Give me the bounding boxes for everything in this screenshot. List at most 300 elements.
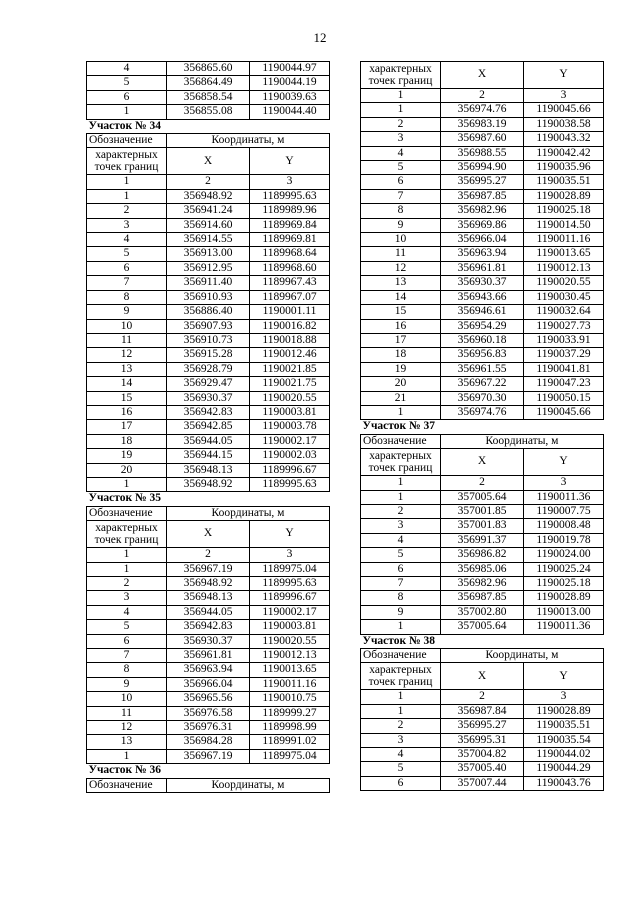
coord-y: 1189967.07 bbox=[250, 290, 330, 304]
point-number: 20 bbox=[87, 463, 167, 477]
coord-x: 356942.83 bbox=[167, 405, 250, 419]
coord-x: 357005.40 bbox=[441, 762, 524, 776]
coord-y: 1190016.82 bbox=[250, 319, 330, 333]
coord-y: 1190012.13 bbox=[250, 649, 330, 663]
coord-y: 1190033.91 bbox=[524, 333, 604, 347]
header-num: 2 bbox=[167, 175, 250, 189]
section-title: Участок № 35 bbox=[87, 492, 330, 506]
coord-y: 1189975.04 bbox=[250, 749, 330, 763]
point-number: 6 bbox=[87, 90, 167, 104]
point-number: 12 bbox=[361, 261, 441, 275]
coord-x: 356948.92 bbox=[167, 477, 250, 491]
rows-section-35 bbox=[87, 562, 330, 764]
point-number: 1 bbox=[87, 477, 167, 491]
coord-x: 356948.92 bbox=[167, 189, 250, 203]
point-number: 4 bbox=[361, 146, 441, 160]
coord-x: 356995.31 bbox=[441, 733, 524, 747]
coord-y: 1190035.51 bbox=[524, 719, 604, 733]
table-row bbox=[87, 420, 330, 434]
coord-y: 1190011.36 bbox=[524, 620, 604, 634]
point-number: 15 bbox=[87, 391, 167, 405]
header-y: Y bbox=[524, 663, 604, 690]
header-label: характерных точек границ bbox=[361, 449, 441, 476]
point-number: 2 bbox=[361, 117, 441, 131]
section-35 bbox=[87, 492, 330, 562]
coord-y: 1189991.02 bbox=[250, 735, 330, 749]
coord-y: 1189996.67 bbox=[250, 463, 330, 477]
coord-y: 1190039.63 bbox=[250, 90, 330, 104]
table-row bbox=[87, 305, 330, 319]
table-row bbox=[361, 319, 604, 333]
coord-x: 356976.31 bbox=[167, 721, 250, 735]
coord-x: 356930.37 bbox=[167, 634, 250, 648]
table-row bbox=[87, 477, 330, 491]
coord-x: 356976.58 bbox=[167, 706, 250, 720]
coord-y: 1189995.63 bbox=[250, 477, 330, 491]
table-row bbox=[361, 519, 604, 533]
table-row bbox=[87, 204, 330, 218]
table-row bbox=[87, 62, 330, 76]
coord-y: 1190044.02 bbox=[524, 748, 604, 762]
coord-x: 356858.54 bbox=[167, 90, 250, 104]
section-38 bbox=[361, 634, 604, 704]
table-row bbox=[87, 677, 330, 691]
table-row bbox=[361, 620, 604, 634]
header-y: Y bbox=[524, 449, 604, 476]
coordinates-table-left bbox=[86, 61, 330, 793]
coord-y: 1190035.96 bbox=[524, 161, 604, 175]
coord-x: 356967.22 bbox=[441, 377, 524, 391]
coord-x: 356948.92 bbox=[167, 577, 250, 591]
coord-x: 356961.81 bbox=[167, 649, 250, 663]
point-number: 7 bbox=[87, 649, 167, 663]
table-row bbox=[87, 76, 330, 90]
header-coords: Координаты, м bbox=[167, 778, 330, 792]
coord-y: 1190014.50 bbox=[524, 218, 604, 232]
coord-y: 1190001.11 bbox=[250, 305, 330, 319]
coord-y: 1190002.03 bbox=[250, 449, 330, 463]
table-row bbox=[361, 591, 604, 605]
header-coords: Координаты, м bbox=[167, 506, 330, 520]
point-number: 11 bbox=[87, 333, 167, 347]
table-row bbox=[361, 146, 604, 160]
coord-y: 1190008.48 bbox=[524, 519, 604, 533]
coord-y: 1190045.66 bbox=[524, 103, 604, 117]
page-number: 12 bbox=[313, 30, 327, 45]
point-number: 13 bbox=[361, 276, 441, 290]
coord-x: 356994.90 bbox=[441, 161, 524, 175]
point-number: 13 bbox=[87, 735, 167, 749]
coord-x: 356970.30 bbox=[441, 391, 524, 405]
point-number: 8 bbox=[361, 204, 441, 218]
coord-x: 356987.60 bbox=[441, 132, 524, 146]
table-row bbox=[87, 377, 330, 391]
table-row bbox=[87, 391, 330, 405]
right-column bbox=[360, 61, 603, 791]
table-row bbox=[87, 749, 330, 763]
point-number: 2 bbox=[87, 577, 167, 591]
coord-y: 1190013.65 bbox=[524, 247, 604, 261]
header-num: 3 bbox=[250, 175, 330, 189]
coord-y: 1189975.04 bbox=[250, 562, 330, 576]
table-row bbox=[87, 577, 330, 591]
coord-y: 1189998.99 bbox=[250, 721, 330, 735]
coord-x: 356914.60 bbox=[167, 218, 250, 232]
coord-y: 1190041.81 bbox=[524, 362, 604, 376]
coord-y: 1190028.89 bbox=[524, 704, 604, 718]
table-row bbox=[87, 449, 330, 463]
coord-x: 356985.06 bbox=[441, 562, 524, 576]
coord-x: 356983.19 bbox=[441, 117, 524, 131]
coord-y: 1190042.42 bbox=[524, 146, 604, 160]
point-number: 6 bbox=[361, 776, 441, 790]
header-num: 3 bbox=[524, 476, 604, 490]
point-number: 17 bbox=[87, 420, 167, 434]
coord-y: 1190013.65 bbox=[250, 663, 330, 677]
coord-y: 1190043.76 bbox=[524, 776, 604, 790]
coord-x: 356987.85 bbox=[441, 591, 524, 605]
point-number: 7 bbox=[361, 577, 441, 591]
table-row bbox=[361, 548, 604, 562]
point-number: 10 bbox=[87, 319, 167, 333]
point-number: 19 bbox=[361, 362, 441, 376]
table-row bbox=[361, 391, 604, 405]
coord-x: 356911.40 bbox=[167, 276, 250, 290]
table-row bbox=[361, 762, 604, 776]
header-num: 3 bbox=[250, 548, 330, 562]
table-row bbox=[87, 634, 330, 648]
coord-x: 357007.44 bbox=[441, 776, 524, 790]
coord-x: 356974.76 bbox=[441, 405, 524, 419]
header-num: 1 bbox=[361, 476, 441, 490]
coord-x: 356984.28 bbox=[167, 735, 250, 749]
coord-y: 1190035.51 bbox=[524, 175, 604, 189]
header-num: 2 bbox=[441, 89, 524, 103]
coord-x: 356963.94 bbox=[167, 663, 250, 677]
point-number: 17 bbox=[361, 333, 441, 347]
coord-x: 356988.55 bbox=[441, 146, 524, 160]
table-row bbox=[361, 189, 604, 203]
coord-x: 357001.83 bbox=[441, 519, 524, 533]
point-number: 21 bbox=[361, 391, 441, 405]
coord-x: 356912.95 bbox=[167, 261, 250, 275]
coord-x: 356948.13 bbox=[167, 463, 250, 477]
coord-y: 1190002.17 bbox=[250, 434, 330, 448]
coord-x: 356944.15 bbox=[167, 449, 250, 463]
coord-x: 356928.79 bbox=[167, 362, 250, 376]
table-row bbox=[361, 362, 604, 376]
coord-y: 1190050.15 bbox=[524, 391, 604, 405]
table-row bbox=[361, 605, 604, 619]
header-x: X bbox=[167, 521, 250, 548]
continued-header bbox=[361, 62, 604, 103]
coord-x: 356969.86 bbox=[441, 218, 524, 232]
table-row bbox=[87, 276, 330, 290]
point-number: 10 bbox=[361, 233, 441, 247]
table-row bbox=[87, 290, 330, 304]
coord-y: 1189989.96 bbox=[250, 204, 330, 218]
table-row bbox=[361, 175, 604, 189]
point-number: 4 bbox=[87, 605, 167, 619]
point-number: 1 bbox=[361, 704, 441, 718]
coord-x: 356961.55 bbox=[441, 362, 524, 376]
point-number: 6 bbox=[361, 562, 441, 576]
coord-y: 1190021.75 bbox=[250, 377, 330, 391]
rows-section-37 bbox=[361, 490, 604, 634]
header-label: Обозначение bbox=[87, 134, 167, 148]
table-row bbox=[361, 405, 604, 419]
table-row bbox=[87, 649, 330, 663]
coord-y: 1190028.89 bbox=[524, 591, 604, 605]
coord-x: 356942.83 bbox=[167, 620, 250, 634]
table-row bbox=[361, 719, 604, 733]
coord-y: 1190024.00 bbox=[524, 548, 604, 562]
table-row bbox=[361, 490, 604, 504]
point-number: 4 bbox=[361, 533, 441, 547]
rows-section-38 bbox=[361, 704, 604, 790]
table-row bbox=[87, 663, 330, 677]
coord-y: 1190012.13 bbox=[524, 261, 604, 275]
coord-y: 1190038.58 bbox=[524, 117, 604, 131]
coord-y: 1190018.88 bbox=[250, 333, 330, 347]
table-row bbox=[87, 247, 330, 261]
table-row bbox=[87, 605, 330, 619]
coord-y: 1189996.67 bbox=[250, 591, 330, 605]
table-row bbox=[361, 276, 604, 290]
coord-x: 356995.27 bbox=[441, 719, 524, 733]
coord-x: 356991.37 bbox=[441, 533, 524, 547]
coord-x: 356995.27 bbox=[441, 175, 524, 189]
point-number: 2 bbox=[87, 204, 167, 218]
point-number: 15 bbox=[361, 305, 441, 319]
table-row bbox=[87, 721, 330, 735]
coord-x: 356963.94 bbox=[441, 247, 524, 261]
header-num: 3 bbox=[524, 690, 604, 704]
point-number: 1 bbox=[361, 620, 441, 634]
coord-x: 357005.64 bbox=[441, 490, 524, 504]
point-number: 4 bbox=[87, 62, 167, 76]
coord-x: 357001.85 bbox=[441, 504, 524, 518]
point-number: 1 bbox=[87, 749, 167, 763]
point-number: 12 bbox=[87, 721, 167, 735]
coord-y: 1189995.63 bbox=[250, 577, 330, 591]
coord-x: 356907.93 bbox=[167, 319, 250, 333]
coord-x: 356910.73 bbox=[167, 333, 250, 347]
coord-x: 356967.19 bbox=[167, 562, 250, 576]
table-row bbox=[361, 704, 604, 718]
coord-x: 356930.37 bbox=[167, 391, 250, 405]
table-row bbox=[361, 533, 604, 547]
coord-y: 1190025.24 bbox=[524, 562, 604, 576]
coord-y: 1190021.85 bbox=[250, 362, 330, 376]
point-number: 1 bbox=[87, 189, 167, 203]
table-row bbox=[361, 348, 604, 362]
coord-y: 1190025.18 bbox=[524, 204, 604, 218]
table-row bbox=[87, 319, 330, 333]
header-label: характерных точек границ bbox=[361, 663, 441, 690]
coord-y: 1190020.55 bbox=[250, 391, 330, 405]
coord-x: 356987.85 bbox=[441, 189, 524, 203]
table-row bbox=[87, 706, 330, 720]
table-row bbox=[361, 733, 604, 747]
section-title: Участок № 37 bbox=[361, 420, 604, 434]
coord-x: 356960.18 bbox=[441, 333, 524, 347]
coord-x: 356966.04 bbox=[441, 233, 524, 247]
coord-y: 1190044.97 bbox=[250, 62, 330, 76]
coord-y: 1190002.17 bbox=[250, 605, 330, 619]
point-number: 1 bbox=[361, 103, 441, 117]
table-row bbox=[87, 463, 330, 477]
coord-y: 1189969.81 bbox=[250, 233, 330, 247]
coord-x: 356967.19 bbox=[167, 749, 250, 763]
point-number: 3 bbox=[361, 733, 441, 747]
coord-y: 1189999.27 bbox=[250, 706, 330, 720]
rows-section-34 bbox=[87, 189, 330, 492]
coord-y: 1190020.55 bbox=[524, 276, 604, 290]
table-row bbox=[87, 620, 330, 634]
table-row bbox=[361, 290, 604, 304]
point-number: 7 bbox=[361, 189, 441, 203]
table-row bbox=[87, 735, 330, 749]
coord-x: 356913.00 bbox=[167, 247, 250, 261]
point-number: 9 bbox=[87, 305, 167, 319]
table-row bbox=[361, 204, 604, 218]
header-label: Обозначение bbox=[361, 434, 441, 448]
header-num: 1 bbox=[87, 175, 167, 189]
point-number: 3 bbox=[361, 132, 441, 146]
coord-y: 1189969.84 bbox=[250, 218, 330, 232]
point-number: 13 bbox=[87, 362, 167, 376]
coord-y: 1190003.81 bbox=[250, 620, 330, 634]
point-number: 18 bbox=[361, 348, 441, 362]
coord-x: 356855.08 bbox=[167, 105, 250, 119]
coord-y: 1190032.64 bbox=[524, 305, 604, 319]
coord-y: 1190035.54 bbox=[524, 733, 604, 747]
point-number: 14 bbox=[87, 377, 167, 391]
point-number: 20 bbox=[361, 377, 441, 391]
table-row bbox=[361, 562, 604, 576]
coord-x: 356982.96 bbox=[441, 204, 524, 218]
coord-x: 356910.93 bbox=[167, 290, 250, 304]
point-number: 3 bbox=[361, 519, 441, 533]
point-number: 9 bbox=[87, 677, 167, 691]
point-number: 14 bbox=[361, 290, 441, 304]
header-num: 1 bbox=[361, 89, 441, 103]
point-number: 11 bbox=[361, 247, 441, 261]
coord-y: 1190044.19 bbox=[250, 76, 330, 90]
point-number: 16 bbox=[361, 319, 441, 333]
table-row bbox=[361, 333, 604, 347]
table-row bbox=[361, 377, 604, 391]
table-row bbox=[87, 348, 330, 362]
table-row bbox=[87, 434, 330, 448]
point-number: 19 bbox=[87, 449, 167, 463]
rows-top-right bbox=[361, 103, 604, 420]
table-row bbox=[361, 161, 604, 175]
coord-y: 1190030.45 bbox=[524, 290, 604, 304]
coord-y: 1189995.63 bbox=[250, 189, 330, 203]
point-number: 5 bbox=[87, 247, 167, 261]
coord-y: 1190003.81 bbox=[250, 405, 330, 419]
table-row bbox=[87, 90, 330, 104]
point-number: 10 bbox=[87, 692, 167, 706]
table-row bbox=[361, 305, 604, 319]
coord-x: 356864.49 bbox=[167, 76, 250, 90]
table-row bbox=[361, 776, 604, 790]
point-number: 1 bbox=[361, 405, 441, 419]
table-row bbox=[87, 261, 330, 275]
table-row bbox=[361, 577, 604, 591]
coord-x: 356944.05 bbox=[167, 434, 250, 448]
header-coords: Координаты, м bbox=[441, 649, 604, 663]
coord-x: 356914.55 bbox=[167, 233, 250, 247]
coord-x: 356987.84 bbox=[441, 704, 524, 718]
section-title: Участок № 36 bbox=[87, 764, 330, 778]
coord-y: 1190028.89 bbox=[524, 189, 604, 203]
point-number: 3 bbox=[87, 218, 167, 232]
coord-y: 1190012.46 bbox=[250, 348, 330, 362]
coord-x: 356943.66 bbox=[441, 290, 524, 304]
coord-x: 356941.24 bbox=[167, 204, 250, 218]
table-row bbox=[87, 405, 330, 419]
coord-x: 356974.76 bbox=[441, 103, 524, 117]
rows-top-left bbox=[87, 62, 330, 120]
coord-y: 1190043.32 bbox=[524, 132, 604, 146]
coord-y: 1190019.78 bbox=[524, 533, 604, 547]
point-number: 18 bbox=[87, 434, 167, 448]
table-row bbox=[87, 105, 330, 119]
point-number: 2 bbox=[361, 719, 441, 733]
point-number: 5 bbox=[361, 762, 441, 776]
point-number: 8 bbox=[361, 591, 441, 605]
point-number: 11 bbox=[87, 706, 167, 720]
point-number: 5 bbox=[87, 620, 167, 634]
coord-x: 356915.28 bbox=[167, 348, 250, 362]
coord-y: 1189967.43 bbox=[250, 276, 330, 290]
coord-x: 356946.61 bbox=[441, 305, 524, 319]
point-number: 6 bbox=[361, 175, 441, 189]
coord-y: 1190020.55 bbox=[250, 634, 330, 648]
section-37 bbox=[361, 420, 604, 490]
point-number: 8 bbox=[87, 290, 167, 304]
header-num: 1 bbox=[87, 548, 167, 562]
point-number: 6 bbox=[87, 634, 167, 648]
table-row bbox=[361, 117, 604, 131]
point-number: 12 bbox=[87, 348, 167, 362]
coord-x: 356961.81 bbox=[441, 261, 524, 275]
header-label: характерных точек границ bbox=[361, 62, 441, 89]
header-label: характерных точек границ bbox=[87, 148, 167, 175]
coord-x: 356986.82 bbox=[441, 548, 524, 562]
header-coords: Координаты, м bbox=[441, 434, 604, 448]
coordinates-table-right bbox=[360, 61, 604, 791]
point-number: 1 bbox=[87, 562, 167, 576]
coord-y: 1190013.00 bbox=[524, 605, 604, 619]
header-x: X bbox=[167, 148, 250, 175]
table-row bbox=[361, 504, 604, 518]
coord-y: 1190007.75 bbox=[524, 504, 604, 518]
header-label: Обозначение bbox=[87, 778, 167, 792]
section-34 bbox=[87, 119, 330, 189]
point-number: 4 bbox=[87, 233, 167, 247]
point-number: 1 bbox=[87, 105, 167, 119]
point-number: 2 bbox=[361, 504, 441, 518]
table-row bbox=[361, 103, 604, 117]
header-x: X bbox=[441, 449, 524, 476]
point-number: 16 bbox=[87, 405, 167, 419]
coord-y: 1190010.75 bbox=[250, 692, 330, 706]
coord-y: 1189968.64 bbox=[250, 247, 330, 261]
